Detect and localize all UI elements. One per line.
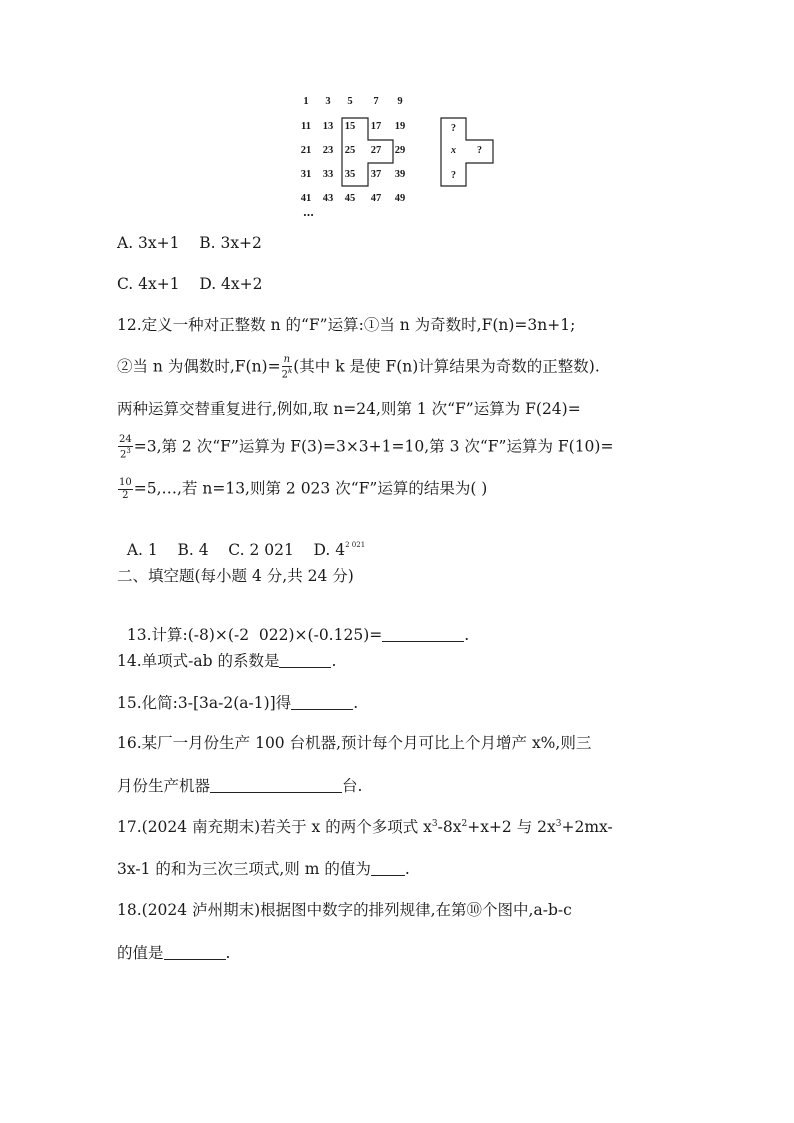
grid-number: 25 bbox=[344, 145, 356, 156]
grid-number: 49 bbox=[394, 193, 406, 204]
q16-answer-blank[interactable] bbox=[210, 778, 342, 793]
grid-number: 17 bbox=[370, 121, 382, 132]
q18-line2: 的值是 . bbox=[117, 944, 231, 962]
grid-number: 21 bbox=[300, 145, 312, 156]
q16-line2: 月份生产机器 台. bbox=[117, 777, 363, 795]
template-bottom: ? bbox=[451, 170, 456, 181]
section-2-heading: 二、填空题(每小题 4 分,共 24 分) bbox=[117, 567, 354, 585]
grid-number: 19 bbox=[394, 121, 406, 132]
grid-number: 13 bbox=[322, 121, 334, 132]
q12-options: A. 1 B. 4 C. 2 021 D. $4^{2 021}$ bbox=[126, 540, 366, 559]
q12-line1: 12.定义一种对正整数 n 的“F”运算:①当 n 为奇数时,F(n)=3n+1; bbox=[117, 316, 576, 334]
q14: 14.单项式-ab 的系数是 . bbox=[117, 652, 337, 670]
grid-number: 45 bbox=[344, 193, 356, 204]
q13-answer-blank[interactable] bbox=[382, 627, 464, 642]
grid-number: 29 bbox=[394, 145, 406, 156]
q12-line3: 两种运算交替重复进行,例如,取 n=24,则第 1 次“F”运算为 F(24)= bbox=[117, 400, 581, 418]
template-middle-left: x bbox=[451, 145, 456, 156]
number-grid-figure bbox=[300, 96, 430, 226]
q13: 13.计算:(-8)×(-2 022)×(-0.125)= . bbox=[126, 625, 470, 644]
q14-answer-blank[interactable] bbox=[279, 653, 331, 668]
grid-number: 27 bbox=[370, 145, 382, 156]
q12-frac-n-over-2k: $\frac{n}{2^k}$ bbox=[281, 354, 293, 381]
grid-number: 39 bbox=[394, 169, 406, 180]
grid-number: 5 bbox=[347, 96, 353, 107]
q12-line4: $\frac{24}{2^3}$ =3,第 2 次“F”运算为 F(3)=3×3+1=10,第 3 次“F”运算为 F(10)= bbox=[119, 434, 614, 461]
grid-number: 43 bbox=[322, 193, 334, 204]
q11-options-ab: A. 3x+1 B. 3x+2 bbox=[117, 234, 262, 252]
q16-line1: 16.某厂一月份生产 100 台机器,预计每个月可比上个月增产 x%,则三 bbox=[117, 734, 592, 752]
grid-number: 1 bbox=[303, 96, 309, 107]
template-top: ? bbox=[451, 123, 456, 134]
grid-number: 35 bbox=[344, 169, 356, 180]
grid-number: 31 bbox=[300, 169, 312, 180]
q17-line2: 3x-1 的和为三次三项式,则 m 的值为 . bbox=[117, 860, 410, 878]
q15-answer-blank[interactable] bbox=[291, 695, 353, 710]
q12-frac-10-over-2: $\frac{10}{2}$ bbox=[119, 477, 132, 501]
grid-number: 3 bbox=[325, 96, 331, 107]
grid-number: 11 bbox=[301, 121, 311, 132]
q15: 15.化简:3-[3a-2(a-1)]得 . bbox=[117, 694, 359, 712]
grid-number: 9 bbox=[397, 96, 403, 107]
q11-options-cd: C. 4x+1 D. 4x+2 bbox=[117, 275, 263, 293]
q17-answer-blank[interactable] bbox=[371, 861, 405, 876]
grid-number: 23 bbox=[322, 145, 334, 156]
q12-line2: ②当 n 为偶数时,F(n)= $\frac{n}{2^k}$ (其中 k 是使 F(n)计算结果为奇数的正整数). bbox=[117, 354, 600, 381]
grid-number: 33 bbox=[322, 169, 334, 180]
q18-line1: 18.(2024 泸州期末)根据图中数字的排列规律,在第⑩个图中,a-b-c bbox=[117, 901, 572, 919]
q12-line5: $\frac{10}{2}$ =5,…,若 n=13,则第 2 023 次“F”运算的结果为( ) bbox=[119, 477, 488, 501]
q17-line1: 17.(2024 南充期末)若关于 x 的两个多项式 $x^3-8x^2+x+2$ 与 $2x^3+2mx-$ bbox=[117, 818, 613, 836]
q18-answer-blank[interactable] bbox=[164, 945, 226, 960]
grid-number: 47 bbox=[370, 193, 382, 204]
q12-frac-24-over-2-cubed: $\frac{24}{2^3}$ bbox=[119, 434, 132, 461]
grid-number: 15 bbox=[344, 121, 356, 132]
grid-number: 7 bbox=[373, 96, 379, 107]
grid-number: 37 bbox=[370, 169, 382, 180]
grid-number: 41 bbox=[300, 193, 312, 204]
template-middle-right: ? bbox=[477, 145, 482, 156]
grid-ellipsis: … bbox=[303, 206, 314, 219]
